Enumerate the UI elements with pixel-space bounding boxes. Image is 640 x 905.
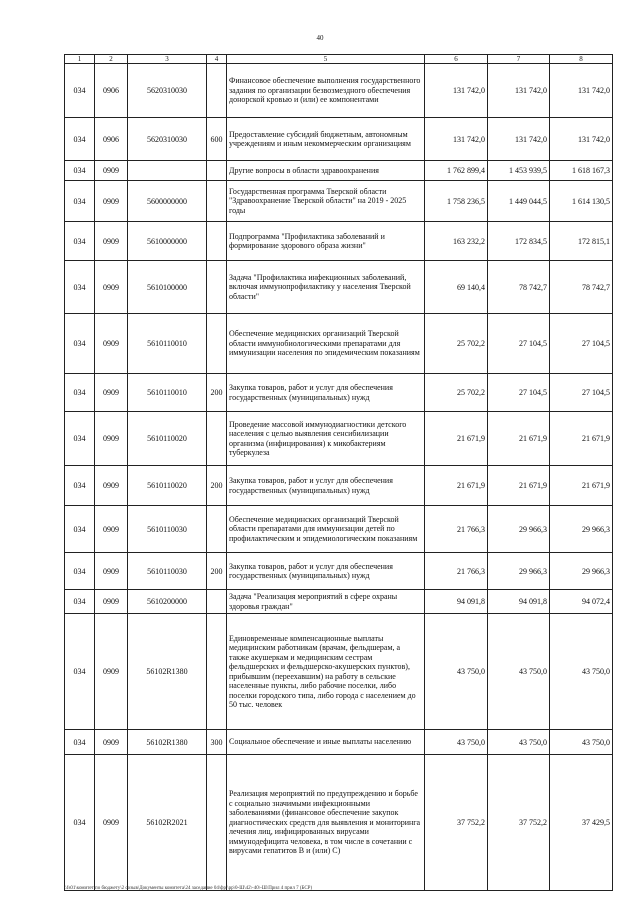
amount-col7-cell: 29 966,3 xyxy=(488,553,550,590)
amount-col7-cell: 21 671,9 xyxy=(488,466,550,506)
amount-col7-cell: 1 449 044,5 xyxy=(488,181,550,222)
section-code-cell: 0909 xyxy=(95,590,128,614)
target-article-cell: 5600000000 xyxy=(128,181,207,222)
expense-type-cell: 200 xyxy=(207,553,227,590)
target-article-cell: 5610110020 xyxy=(128,466,207,506)
amount-col8-cell: 37 429,5 xyxy=(550,755,613,891)
section-code-cell: 0909 xyxy=(95,466,128,506)
section-code-cell: 0909 xyxy=(95,374,128,412)
section-code-cell: 0909 xyxy=(95,161,128,181)
amount-col7-cell: 27 104,5 xyxy=(488,314,550,374)
admin-code-cell: 034 xyxy=(65,553,95,590)
target-article-cell: 5610000000 xyxy=(128,222,207,261)
expense-type-cell xyxy=(207,161,227,181)
target-article-cell: 5610110030 xyxy=(128,553,207,590)
admin-code-cell: 034 xyxy=(65,181,95,222)
target-article-cell: 5610110010 xyxy=(128,374,207,412)
target-article-cell: 5620310030 xyxy=(128,118,207,161)
admin-code-cell: 034 xyxy=(65,374,95,412)
amount-col8-cell: 172 815,1 xyxy=(550,222,613,261)
section-code-cell: 0909 xyxy=(95,730,128,755)
amount-col8-cell: 131 742,0 xyxy=(550,64,613,118)
target-article-cell: 56102R1380 xyxy=(128,730,207,755)
target-article-cell: 5610100000 xyxy=(128,261,207,314)
amount-col8-cell: 43 750,0 xyxy=(550,730,613,755)
item-name-cell: Предоставление субсидий бюджетным, автономным учреждениям и иным некоммерческим организациям xyxy=(227,118,425,161)
admin-code-cell: 034 xyxy=(65,222,95,261)
section-code-cell: 0909 xyxy=(95,181,128,222)
admin-code-cell: 034 xyxy=(65,466,95,506)
amount-col8-cell: 29 966,3 xyxy=(550,553,613,590)
col-header-2: 2 xyxy=(95,55,128,64)
footer-file-path: \\fs01\комитет по бюджету\2 созыв\Документы комитета\24 заседание 04\фр.\рр\0-Ш\42\-40\-Ш\Прил 4 прил 7 (БСР) xyxy=(64,886,313,891)
amount-col7-cell: 43 750,0 xyxy=(488,730,550,755)
table-row xyxy=(65,261,613,314)
amount-col8-cell: 43 750,0 xyxy=(550,614,613,730)
expense-type-cell: 200 xyxy=(207,466,227,506)
table-row xyxy=(65,506,613,553)
admin-code-cell: 034 xyxy=(65,314,95,374)
amount-col8-cell: 27 104,5 xyxy=(550,314,613,374)
target-article-cell xyxy=(128,161,207,181)
amount-col7-cell: 131 742,0 xyxy=(488,64,550,118)
item-name-cell: Обеспечение медицинских организаций Тверской области препаратами для иммунизации детей по профилактическим и эпидемиологическим показаниям xyxy=(227,506,425,553)
amount-col7-cell: 94 091,8 xyxy=(488,590,550,614)
amount-col6-cell: 163 232,2 xyxy=(425,222,488,261)
item-name-cell: Финансовое обеспечение выполнения государственного задания по организации безвозмездного обеспечения донорской кровью и (или) ее компонентами xyxy=(227,64,425,118)
amount-col8-cell: 27 104,5 xyxy=(550,374,613,412)
table-row xyxy=(65,64,613,118)
amount-col8-cell: 1 614 130,5 xyxy=(550,181,613,222)
amount-col7-cell: 29 966,3 xyxy=(488,506,550,553)
amount-col7-cell: 1 453 939,5 xyxy=(488,161,550,181)
table-row xyxy=(65,118,613,161)
amount-col8-cell: 29 966,3 xyxy=(550,506,613,553)
table-row xyxy=(65,222,613,261)
amount-col6-cell: 43 750,0 xyxy=(425,730,488,755)
amount-col6-cell: 37 752,2 xyxy=(425,755,488,891)
target-article-cell: 5610200000 xyxy=(128,590,207,614)
item-name-cell: Закупка товаров, работ и услуг для обеспечения государственных (муниципальных) нужд xyxy=(227,553,425,590)
expense-type-cell xyxy=(207,590,227,614)
table-row xyxy=(65,181,613,222)
amount-col6-cell: 25 702,2 xyxy=(425,314,488,374)
section-code-cell: 0906 xyxy=(95,118,128,161)
section-code-cell: 0909 xyxy=(95,755,128,891)
col-header-4: 4 xyxy=(207,55,227,64)
section-code-cell: 0909 xyxy=(95,261,128,314)
item-name-cell: Другие вопросы в области здравоохранения xyxy=(227,161,425,181)
item-name-cell: Задача "Реализация мероприятий в сфере охраны здоровья граждан" xyxy=(227,590,425,614)
amount-col7-cell: 172 834,5 xyxy=(488,222,550,261)
expense-type-cell xyxy=(207,261,227,314)
amount-col7-cell: 43 750,0 xyxy=(488,614,550,730)
amount-col6-cell: 1 762 899,4 xyxy=(425,161,488,181)
target-article-cell: 5610110030 xyxy=(128,506,207,553)
item-name-cell: Подпрограмма "Профилактика заболеваний и формирование здорового образа жизни" xyxy=(227,222,425,261)
item-name-cell: Социальное обеспечение и иные выплаты населению xyxy=(227,730,425,755)
table-row xyxy=(65,466,613,506)
col-header-5: 5 xyxy=(227,55,425,64)
amount-col6-cell: 21 671,9 xyxy=(425,412,488,466)
item-name-cell: Реализация мероприятий по предупреждению и борьбе с социально значимыми инфекционными заболеваниями (финансовое обеспечение закупок диагностических средств для выявления и мониторинга лечения лиц, инфицированных вирусами иммунодефицита человека, в том числе в сочетании с вирусами гепатитов В и (или) С) xyxy=(227,755,425,891)
expense-type-cell xyxy=(207,506,227,553)
section-code-cell: 0909 xyxy=(95,506,128,553)
expense-type-cell xyxy=(207,222,227,261)
amount-col6-cell: 131 742,0 xyxy=(425,118,488,161)
table-row xyxy=(65,730,613,755)
expense-type-cell xyxy=(207,64,227,118)
col-header-8: 8 xyxy=(550,55,613,64)
table-row xyxy=(65,553,613,590)
item-name-cell: Задача "Профилактика инфекционных заболеваний, включая иммунопрофилактику у населения Тверской области" xyxy=(227,261,425,314)
table-row xyxy=(65,755,613,891)
col-header-7: 7 xyxy=(488,55,550,64)
expense-type-cell xyxy=(207,412,227,466)
col-header-6: 6 xyxy=(425,55,488,64)
expense-type-cell: 200 xyxy=(207,374,227,412)
amount-col8-cell: 131 742,0 xyxy=(550,118,613,161)
table-row xyxy=(65,412,613,466)
admin-code-cell: 034 xyxy=(65,755,95,891)
amount-col8-cell: 94 072,4 xyxy=(550,590,613,614)
amount-col7-cell: 27 104,5 xyxy=(488,374,550,412)
amount-col7-cell: 21 671,9 xyxy=(488,412,550,466)
target-article-cell: 5610110020 xyxy=(128,412,207,466)
section-code-cell: 0909 xyxy=(95,222,128,261)
amount-col7-cell: 78 742,7 xyxy=(488,261,550,314)
amount-col8-cell: 1 618 167,3 xyxy=(550,161,613,181)
table-row xyxy=(65,614,613,730)
col-header-3: 3 xyxy=(128,55,207,64)
amount-col8-cell: 78 742,7 xyxy=(550,261,613,314)
item-name-cell: Закупка товаров, работ и услуг для обеспечения государственных (муниципальных) нужд xyxy=(227,374,425,412)
table-row xyxy=(65,161,613,181)
item-name-cell: Единовременные компенсационные выплаты медицинским работникам (врачам, фельдшерам, а также акушеркам и медицинским сестрам фельдшерских и фельдшерско-акушерских пунктов), прибывшим (переехавшим) на работу в сельские населенные пункты, либо рабочие поселки, либо поселки городского типа, либо города с населением до 50 тыс. человек xyxy=(227,614,425,730)
target-article-cell: 56102R2021 xyxy=(128,755,207,891)
page-number: 40 xyxy=(316,34,324,42)
section-code-cell: 0909 xyxy=(95,412,128,466)
section-code-cell: 0906 xyxy=(95,64,128,118)
amount-col7-cell: 37 752,2 xyxy=(488,755,550,891)
amount-col6-cell: 21 671,9 xyxy=(425,466,488,506)
expense-type-cell xyxy=(207,755,227,891)
expense-type-cell xyxy=(207,614,227,730)
amount-col7-cell: 131 742,0 xyxy=(488,118,550,161)
admin-code-cell: 034 xyxy=(65,261,95,314)
target-article-cell: 5620310030 xyxy=(128,64,207,118)
target-article-cell: 5610110010 xyxy=(128,314,207,374)
table-row xyxy=(65,590,613,614)
expense-type-cell: 300 xyxy=(207,730,227,755)
admin-code-cell: 034 xyxy=(65,506,95,553)
admin-code-cell: 034 xyxy=(65,64,95,118)
section-code-cell: 0909 xyxy=(95,614,128,730)
amount-col6-cell: 131 742,0 xyxy=(425,64,488,118)
table-row xyxy=(65,314,613,374)
amount-col6-cell: 21 766,3 xyxy=(425,506,488,553)
admin-code-cell: 034 xyxy=(65,161,95,181)
item-name-cell: Проведение массовой иммунодиагностики детского населения с целью выявления сенсибилизации организма (инфицирования) к микобактериям туберкулеза xyxy=(227,412,425,466)
expense-type-cell xyxy=(207,314,227,374)
section-code-cell: 0909 xyxy=(95,314,128,374)
amount-col8-cell: 21 671,9 xyxy=(550,466,613,506)
expense-type-cell: 600 xyxy=(207,118,227,161)
admin-code-cell: 034 xyxy=(65,590,95,614)
item-name-cell: Закупка товаров, работ и услуг для обеспечения государственных (муниципальных) нужд xyxy=(227,466,425,506)
amount-col8-cell: 21 671,9 xyxy=(550,412,613,466)
admin-code-cell: 034 xyxy=(65,412,95,466)
admin-code-cell: 034 xyxy=(65,118,95,161)
section-code-cell: 0909 xyxy=(95,553,128,590)
amount-col6-cell: 94 091,8 xyxy=(425,590,488,614)
admin-code-cell: 034 xyxy=(65,730,95,755)
target-article-cell: 56102R1380 xyxy=(128,614,207,730)
admin-code-cell: 034 xyxy=(65,614,95,730)
col-header-1: 1 xyxy=(65,55,95,64)
amount-col6-cell: 1 758 236,5 xyxy=(425,181,488,222)
amount-col6-cell: 69 140,4 xyxy=(425,261,488,314)
amount-col6-cell: 21 766,3 xyxy=(425,553,488,590)
amount-col6-cell: 25 702,2 xyxy=(425,374,488,412)
table-row xyxy=(65,374,613,412)
item-name-cell: Обеспечение медицинских организаций Тверской области иммунобиологическими препаратами для иммунизации населения по эпидемическим показаниям xyxy=(227,314,425,374)
item-name-cell: Государственная программа Тверской области "Здравоохранение Тверской области" на 2019 - 2025 годы xyxy=(227,181,425,222)
header-row xyxy=(65,55,613,64)
amount-col6-cell: 43 750,0 xyxy=(425,614,488,730)
budget-table xyxy=(64,54,613,891)
expense-type-cell xyxy=(207,181,227,222)
